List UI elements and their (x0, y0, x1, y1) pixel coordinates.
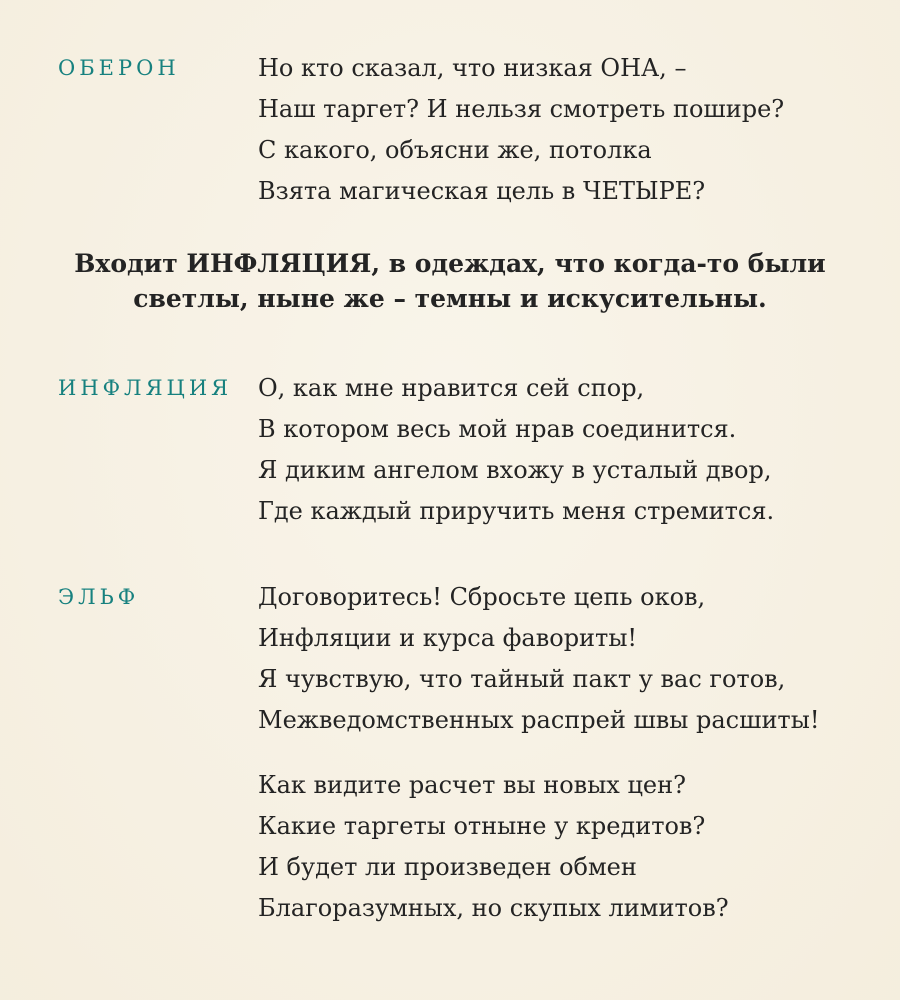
verse-line: Инфляции и курса фавориты! (258, 624, 638, 652)
verse-line: Где каждый приручить меня стремится. (258, 497, 775, 525)
verse-line: О, как мне нравится сей спор, (258, 374, 645, 402)
verse-line: Я диким ангелом вхожу в усталый двор, (258, 456, 772, 484)
verse-line: И будет ли произведен обмен (258, 853, 637, 881)
verse-line: Взята магическая цель в ЧЕТЫРЕ? (258, 177, 706, 205)
verse-line: Благоразумных, но скупых лимитов? (258, 894, 729, 922)
stage-direction (0, 246, 900, 316)
verse-line: Межведомственных распрей швы расшиты! (258, 706, 820, 734)
verse-stanza (258, 577, 900, 929)
dialogue-block-inflation (0, 368, 900, 532)
speaker-name: ИНФЛЯЦИЯ (58, 376, 233, 400)
speaker-name: ОБЕРОН (58, 56, 180, 80)
verse-line: С какого, объясни же, потолка (258, 136, 652, 164)
verse-line: Договоритесь! Сбросьте цепь оков, (258, 583, 706, 611)
verse-line: Как видите расчет вы новых цен? (258, 771, 686, 799)
verse-line: Какие таргеты отныне у кредитов? (258, 812, 706, 840)
verse-line: Но кто сказал, что низкая ОНА, – (258, 54, 687, 82)
stanza-break (258, 741, 900, 765)
dialogue-block-elf (0, 577, 900, 929)
speaker-name: ЭЛЬФ (58, 585, 140, 609)
dialogue-block-oberon (0, 48, 900, 212)
verse-line: Я чувствую, что тайный пакт у вас готов, (258, 665, 786, 693)
stage-direction-line: Входит ИНФЛЯЦИЯ, в одеждах, что когда-то были (74, 249, 826, 278)
verse-line: Наш таргет? И нельзя смотреть пошире? (258, 95, 785, 123)
verse-line: В котором весь мой нрав соединится. (258, 415, 737, 443)
verse-stanza (258, 368, 900, 532)
verse-stanza (258, 48, 900, 212)
stage-direction-line: светлы, ныне же – темны и искусительны. (133, 284, 767, 313)
